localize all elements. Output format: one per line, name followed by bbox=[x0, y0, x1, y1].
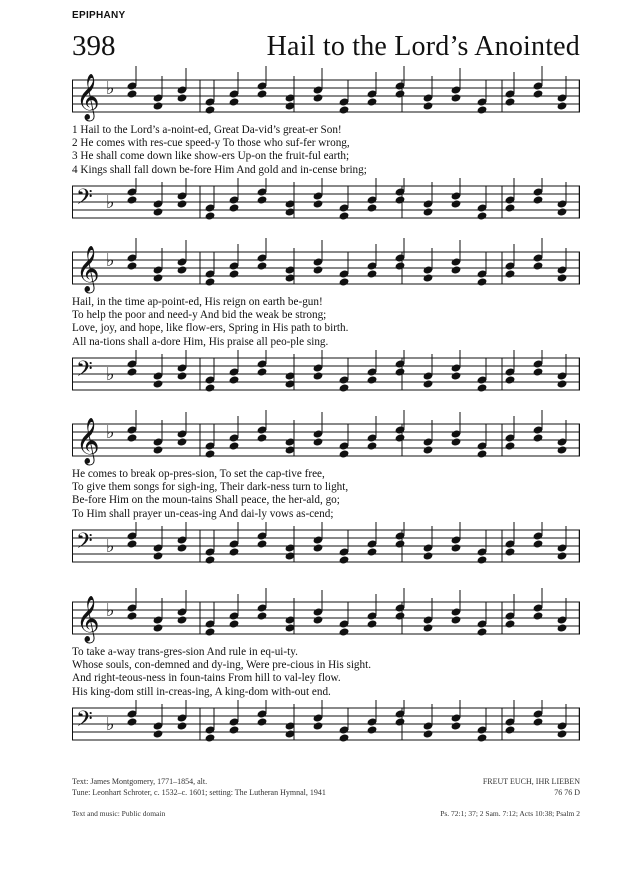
note-head bbox=[477, 555, 488, 564]
note-head bbox=[505, 441, 516, 450]
note-head bbox=[177, 437, 188, 446]
note-head bbox=[127, 717, 138, 726]
lyric-line-2: To help the poor and need-y And bid the weak be strong; bbox=[72, 309, 327, 322]
note-head bbox=[257, 261, 268, 270]
note-head bbox=[229, 619, 240, 628]
treble-clef-icon: 𝄞 bbox=[76, 246, 100, 292]
treble-staff bbox=[72, 66, 580, 126]
note-head bbox=[477, 627, 488, 636]
bass-staff bbox=[72, 350, 580, 408]
treble-clef-icon: 𝄞 bbox=[76, 418, 100, 464]
note-head bbox=[557, 623, 568, 632]
note-head bbox=[505, 725, 516, 734]
note-head bbox=[205, 555, 216, 564]
note-head bbox=[153, 729, 164, 738]
note-head bbox=[477, 449, 488, 458]
meter: 76 76 D bbox=[554, 788, 580, 797]
note-head bbox=[313, 199, 324, 208]
note-head bbox=[339, 555, 350, 564]
note-head bbox=[451, 615, 462, 624]
bass-clef-icon: 𝄢 bbox=[76, 529, 93, 559]
note-head bbox=[127, 367, 138, 376]
note-head bbox=[451, 265, 462, 274]
note-head bbox=[205, 627, 216, 636]
note-head bbox=[423, 101, 434, 110]
note-head bbox=[423, 729, 434, 738]
lyric-line-3: 3 He shall come down like show-ers Up-on the fruit-ful earth; bbox=[72, 150, 350, 163]
note-head bbox=[313, 371, 324, 380]
note-head bbox=[205, 449, 216, 458]
lyrics-block bbox=[72, 646, 580, 699]
note-head bbox=[451, 543, 462, 552]
lyric-line-4: 4 Kings shall fall down be-fore Him And gold and in-cense bring; bbox=[72, 163, 367, 176]
note-head bbox=[127, 261, 138, 270]
key-signature-flat-icon: ♭ bbox=[106, 422, 115, 443]
note-head bbox=[229, 269, 240, 278]
note-head bbox=[229, 203, 240, 212]
lyric-line-3: Love, joy, and hope, like flow-ers, Spring in His path to birth. bbox=[72, 322, 349, 335]
note-head bbox=[557, 551, 568, 560]
note-head bbox=[477, 277, 488, 286]
lyric-line-3: And right-teous-ness in foun-tains From hill to val-ley flow. bbox=[72, 672, 341, 685]
note-head bbox=[395, 89, 406, 98]
key-signature-flat-icon: ♭ bbox=[106, 250, 115, 271]
note-head bbox=[533, 89, 544, 98]
note-head bbox=[505, 203, 516, 212]
copyright: Text and music: Public domain bbox=[72, 809, 166, 818]
music-system-4 bbox=[72, 588, 580, 748]
hymn-number: 398 bbox=[72, 30, 116, 62]
note-head bbox=[205, 733, 216, 742]
note-head bbox=[367, 97, 378, 106]
note-head bbox=[313, 93, 324, 102]
note-head bbox=[153, 101, 164, 110]
note-head bbox=[451, 93, 462, 102]
music-system-1 bbox=[72, 66, 580, 226]
note-head bbox=[533, 195, 544, 204]
tune-name: FREUT EUCH, IHR LIEBEN bbox=[482, 777, 580, 786]
note-head bbox=[313, 437, 324, 446]
note-head bbox=[395, 195, 406, 204]
lyric-line-2: Whose souls, con-demned and dy-ing, Were pre-cious in His sight. bbox=[72, 659, 372, 672]
bass-clef-icon: 𝄢 bbox=[76, 185, 93, 215]
tune-credit: Tune: Leonhart Schroter, c. 1532–c. 1601; setting: The Lutheran Hymnal, 1941 bbox=[72, 788, 326, 797]
note-head bbox=[153, 445, 164, 454]
note-head bbox=[339, 383, 350, 392]
note-head bbox=[257, 611, 268, 620]
lyrics-block bbox=[72, 124, 580, 177]
note-head bbox=[395, 433, 406, 442]
note-head bbox=[557, 729, 568, 738]
treble-clef-icon: 𝄞 bbox=[76, 74, 100, 120]
bass-clef-icon: 𝄢 bbox=[76, 707, 93, 737]
lyrics-block bbox=[72, 296, 580, 349]
note-head bbox=[229, 441, 240, 450]
note-head bbox=[423, 551, 434, 560]
note-head bbox=[423, 445, 434, 454]
note-head bbox=[451, 721, 462, 730]
note-head bbox=[257, 539, 268, 548]
note-head bbox=[423, 207, 434, 216]
text-credit: Text: James Montgomery, 1771–1854, alt. bbox=[72, 777, 208, 786]
lyric-line-1: 1 Hail to the Lord’s a-noint-ed, Great Da-vid’s great-er Son! bbox=[72, 124, 342, 136]
section-label: EPIPHANY bbox=[72, 10, 126, 21]
note-head bbox=[177, 615, 188, 624]
lyric-line-2: 2 He comes with res-cue speed-y To those who suf-fer wrong, bbox=[72, 137, 350, 150]
note-head bbox=[367, 269, 378, 278]
treble-clef-icon: 𝄞 bbox=[76, 596, 100, 642]
note-head bbox=[505, 269, 516, 278]
treble-staff bbox=[72, 238, 580, 298]
note-head bbox=[367, 441, 378, 450]
note-head bbox=[257, 717, 268, 726]
bass-clef-icon: 𝄢 bbox=[76, 357, 93, 387]
key-signature-flat-icon: ♭ bbox=[106, 364, 115, 385]
lyric-line-4: All na-tions shall a-dore Him, His praise all peo-ple sing. bbox=[72, 335, 329, 348]
note-head bbox=[177, 93, 188, 102]
note-head bbox=[177, 265, 188, 274]
note-head bbox=[505, 547, 516, 556]
bass-staff bbox=[72, 700, 580, 758]
note-head bbox=[367, 375, 378, 384]
note-head bbox=[127, 89, 138, 98]
note-head bbox=[127, 433, 138, 442]
key-signature-flat-icon: ♭ bbox=[106, 536, 115, 557]
scripture-refs: Ps. 72:1; 37; 2 Sam. 7:12; Acts 10:38; Psalm 2 bbox=[440, 809, 580, 818]
note-head bbox=[257, 195, 268, 204]
note-head bbox=[313, 543, 324, 552]
note-head bbox=[367, 725, 378, 734]
note-head bbox=[257, 367, 268, 376]
note-head bbox=[423, 623, 434, 632]
note-head bbox=[205, 383, 216, 392]
treble-staff bbox=[72, 410, 580, 470]
note-head bbox=[177, 199, 188, 208]
note-head bbox=[127, 539, 138, 548]
note-head bbox=[423, 379, 434, 388]
note-head bbox=[257, 433, 268, 442]
note-head bbox=[153, 207, 164, 216]
note-head bbox=[339, 627, 350, 636]
note-head bbox=[477, 105, 488, 114]
key-signature-flat-icon: ♭ bbox=[106, 78, 115, 99]
bass-staff bbox=[72, 522, 580, 580]
note-head bbox=[177, 371, 188, 380]
note-head bbox=[205, 105, 216, 114]
note-head bbox=[557, 445, 568, 454]
note-head bbox=[557, 207, 568, 216]
note-head bbox=[477, 211, 488, 220]
note-head bbox=[533, 717, 544, 726]
note-head bbox=[557, 379, 568, 388]
note-head bbox=[451, 199, 462, 208]
note-head bbox=[395, 539, 406, 548]
note-head bbox=[177, 721, 188, 730]
note-head bbox=[257, 89, 268, 98]
note-head bbox=[533, 539, 544, 548]
note-head bbox=[313, 615, 324, 624]
music-system-2 bbox=[72, 238, 580, 398]
note-head bbox=[367, 547, 378, 556]
note-head bbox=[395, 717, 406, 726]
key-signature-flat-icon: ♭ bbox=[106, 600, 115, 621]
lyric-line-1: Hail, in the time ap-point-ed, His reign on earth be-gun! bbox=[72, 296, 323, 308]
music-system-3 bbox=[72, 410, 580, 570]
note-head bbox=[339, 277, 350, 286]
note-head bbox=[229, 725, 240, 734]
note-head bbox=[127, 195, 138, 204]
note-head bbox=[339, 211, 350, 220]
note-head bbox=[395, 261, 406, 270]
note-head bbox=[451, 437, 462, 446]
note-head bbox=[153, 623, 164, 632]
note-head bbox=[229, 97, 240, 106]
note-head bbox=[477, 733, 488, 742]
note-head bbox=[339, 449, 350, 458]
note-head bbox=[367, 203, 378, 212]
note-head bbox=[557, 273, 568, 282]
note-head bbox=[533, 367, 544, 376]
note-head bbox=[557, 101, 568, 110]
lyric-line-1: He comes to break op-pres-sion, To set the cap-tive free, bbox=[72, 468, 325, 480]
lyric-line-2: To give them songs for sigh-ing, Their dark-ness turn to light, bbox=[72, 481, 349, 494]
note-head bbox=[423, 273, 434, 282]
note-head bbox=[339, 105, 350, 114]
lyric-line-3: Be-fore Him on the moun-tains Shall peace, the her-ald, go; bbox=[72, 494, 340, 507]
note-head bbox=[533, 261, 544, 270]
note-head bbox=[127, 611, 138, 620]
note-head bbox=[153, 273, 164, 282]
note-head bbox=[153, 379, 164, 388]
note-head bbox=[229, 375, 240, 384]
treble-staff bbox=[72, 588, 580, 648]
lyrics-block bbox=[72, 468, 580, 521]
note-head bbox=[205, 277, 216, 286]
note-head bbox=[451, 371, 462, 380]
note-head bbox=[477, 383, 488, 392]
note-head bbox=[177, 543, 188, 552]
note-head bbox=[153, 551, 164, 560]
credits bbox=[72, 776, 580, 819]
key-signature-flat-icon: ♭ bbox=[106, 192, 115, 213]
note-head bbox=[505, 375, 516, 384]
note-head bbox=[395, 367, 406, 376]
key-signature-flat-icon: ♭ bbox=[106, 714, 115, 735]
note-head bbox=[505, 619, 516, 628]
note-head bbox=[313, 721, 324, 730]
note-head bbox=[533, 611, 544, 620]
lyric-line-4: To Him shall prayer un-ceas-ing And dai-ly vows as-cend; bbox=[72, 507, 334, 520]
hymn-title: Hail to the Lord’s Anointed bbox=[266, 31, 580, 62]
lyric-line-1: To take a-way trans-gres-sion And rule in eq-ui-ty. bbox=[72, 646, 298, 658]
lyric-line-4: His king-dom still in-creas-ing, A king-dom with-out end. bbox=[72, 685, 331, 698]
note-head bbox=[367, 619, 378, 628]
note-head bbox=[505, 97, 516, 106]
note-head bbox=[395, 611, 406, 620]
note-head bbox=[339, 733, 350, 742]
bass-staff bbox=[72, 178, 580, 236]
note-head bbox=[229, 547, 240, 556]
note-head bbox=[313, 265, 324, 274]
note-head bbox=[533, 433, 544, 442]
note-head bbox=[205, 211, 216, 220]
